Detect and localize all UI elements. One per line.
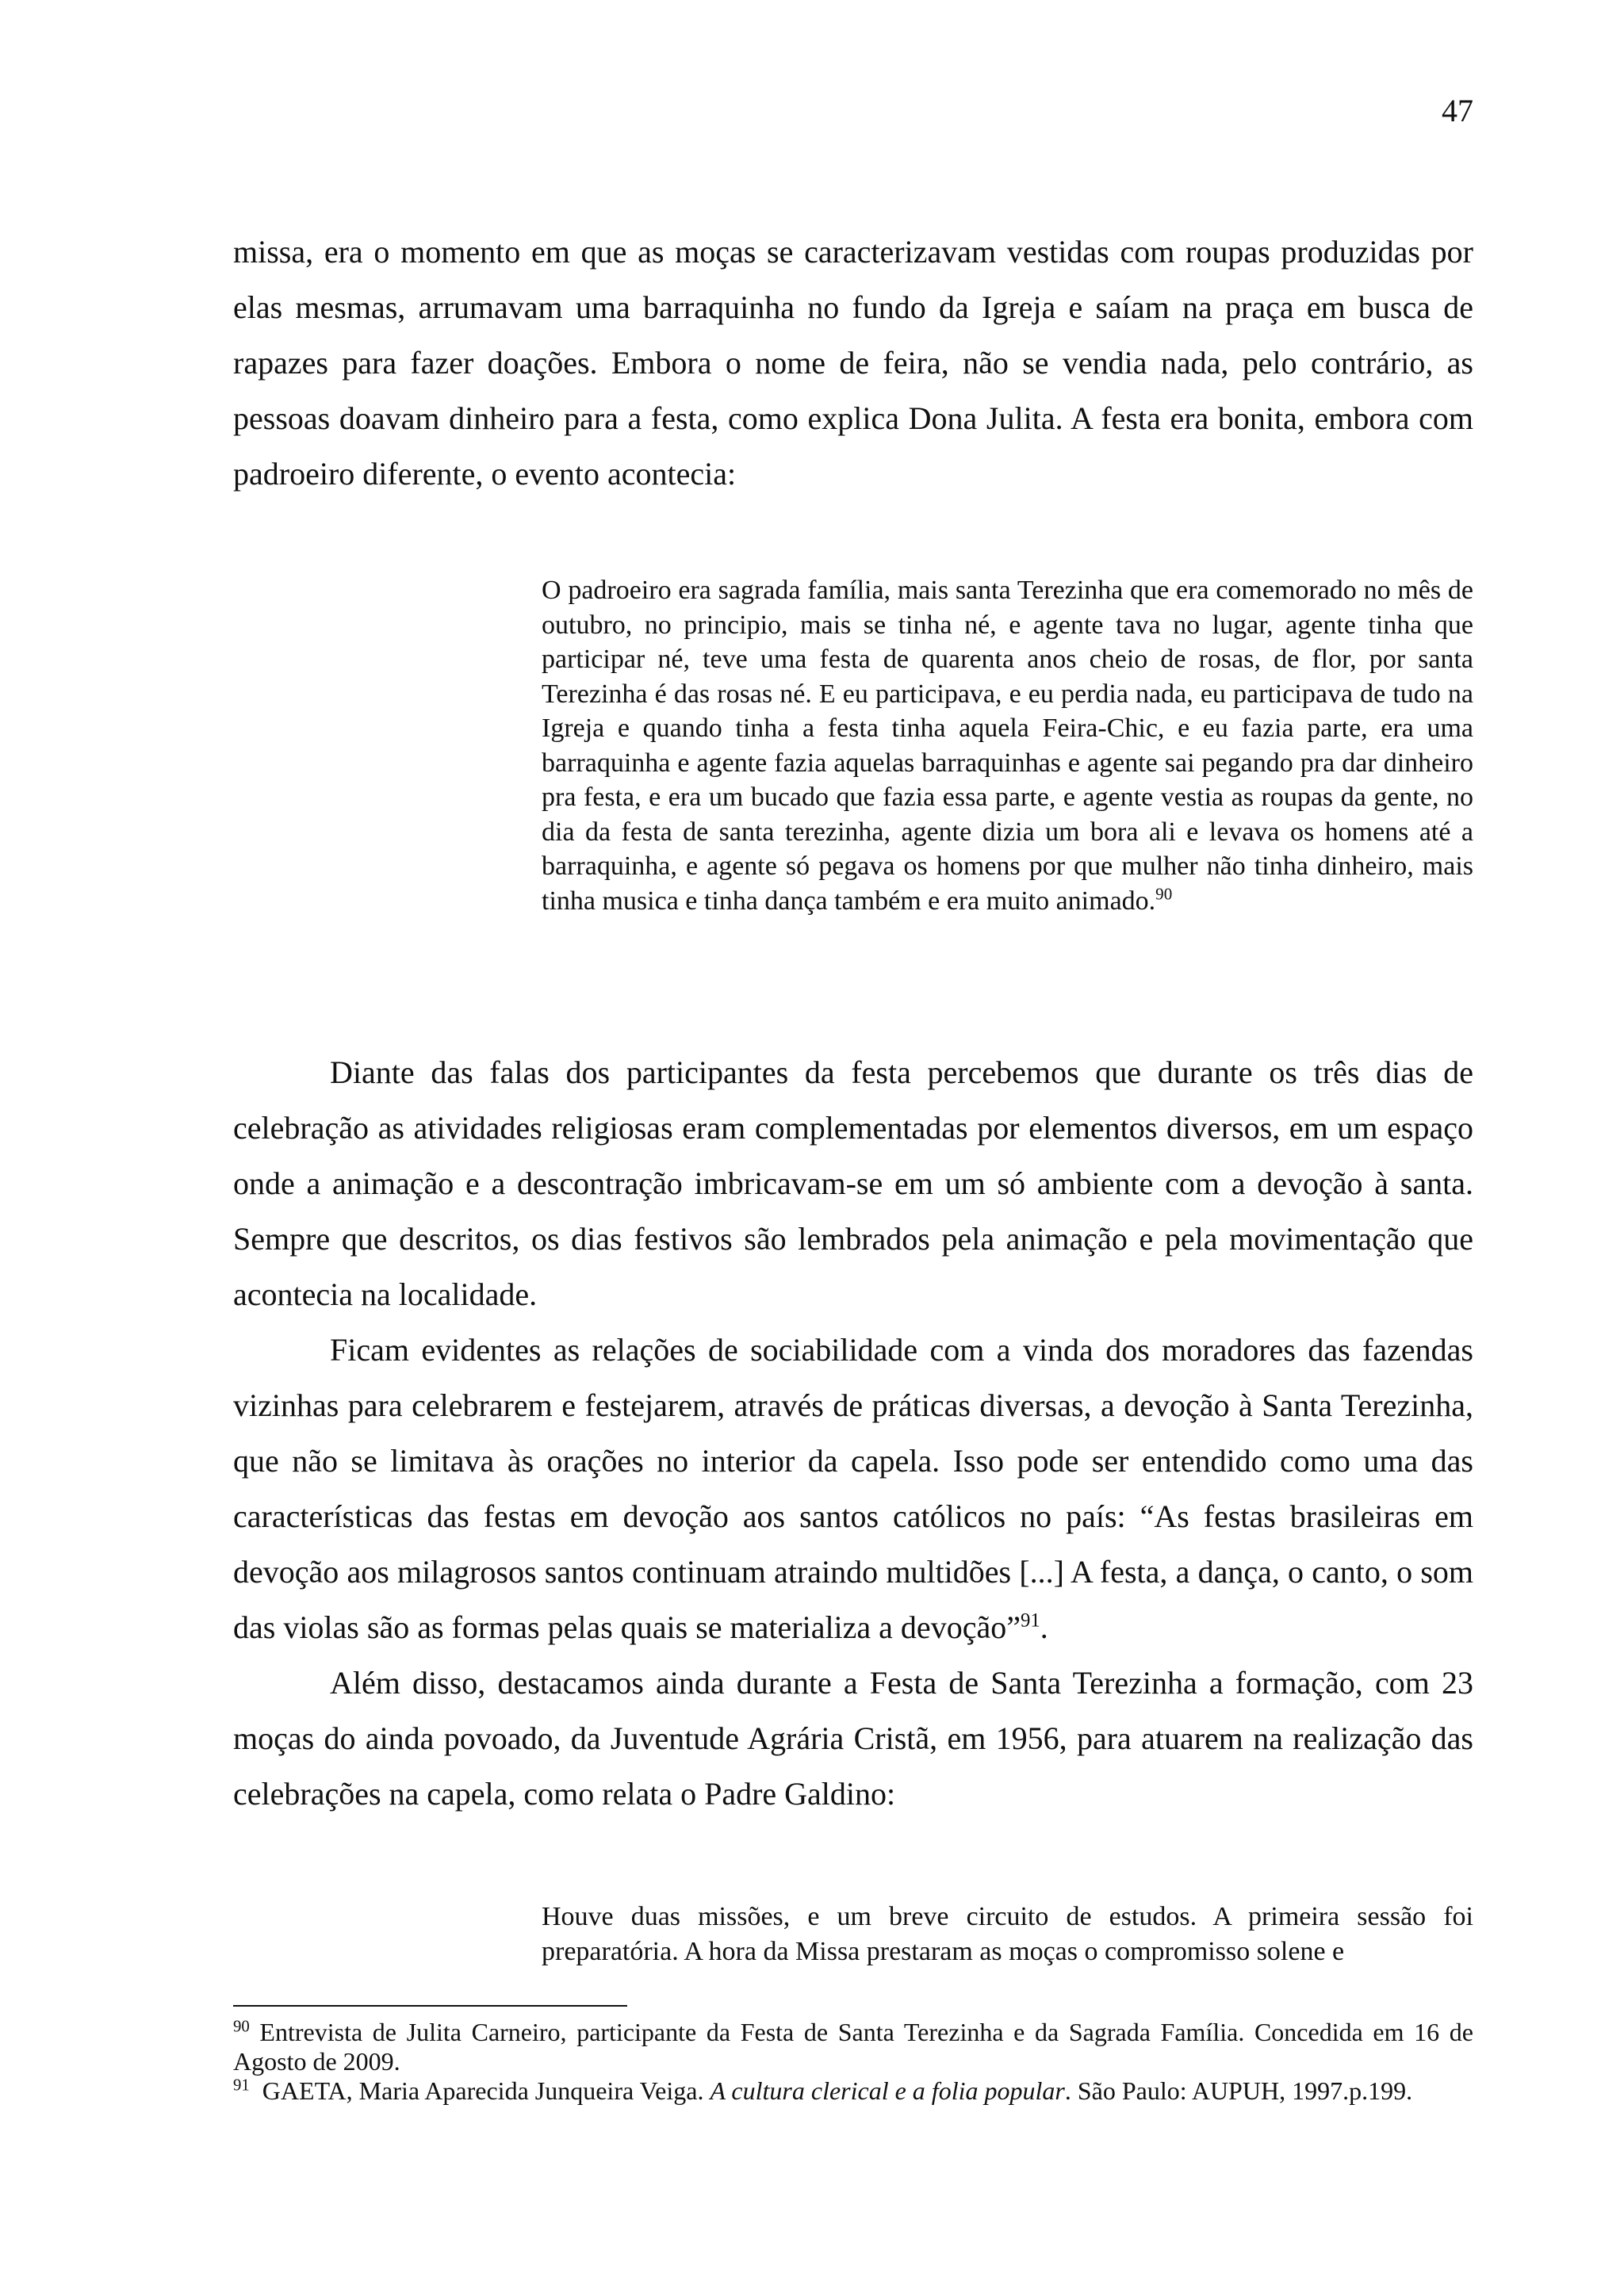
footnote-ref-91: 91 <box>1020 1609 1040 1632</box>
footnote-number: 90 <box>233 2017 250 2036</box>
body-paragraphs <box>233 1045 1473 1822</box>
paragraph-3 <box>233 1322 1473 1655</box>
paragraph-3-end: . <box>1040 1609 1048 1645</box>
footnote-90 <box>233 2018 1473 2076</box>
footnote-text-end: . São Paulo: AUPUH, 1997.p.199. <box>1064 2076 1413 2105</box>
footnote-number: 91 <box>233 2076 250 2095</box>
block-quote-1 <box>542 573 1473 918</box>
footnote-text: GAETA, Maria Aparecida Junqueira Veiga. <box>249 2076 710 2105</box>
footnote-ref-90: 90 <box>1155 884 1173 904</box>
footnote-book-title: A cultura clerical e a folia popular <box>710 2076 1065 2105</box>
page-number: 47 <box>1442 93 1473 128</box>
body-paragraph-1 <box>233 224 1473 502</box>
block-quote-2: Houve duas missões, e um breve circuito de estudos. A primeira sessão foi preparatória. A hora da Missa prestaram as moças o compromisso solene e <box>542 1902 1473 1966</box>
footnote-divider <box>233 2005 627 2007</box>
paragraph-3-text: Ficam evidentes as relações de sociabilidade com a vinda dos moradores das fazendas vizinhas para celebrarem e festejarem, através de práticas diversas, a devoção à Santa Terezinha, que não se limitava às orações no interior da capela. Isso pode ser entendido como uma das características das festas em devoção aos santos católicos no país: “As festas brasileiras em devoção aos milagrosos santos continuam atraindo multidões [...] A festa, a dança, o canto, o som das violas são as formas pelas quais se materializa a devoção” <box>233 1332 1473 1645</box>
paragraph-text: missa, era o momento em que as moças se caracterizavam vestidas com roupas produzidas por elas mesmas, arrumavam uma barraquinha no fundo da Igreja e saíam na praça em busca de rapazes para fazer doações. Embora o nome de feira, não se vendia nada, pelo contrário, as pessoas doavam dinheiro para a festa, como explica Dona Julita. A festa era bonita, embora com padroeiro diferente, o evento acontecia: <box>233 234 1473 492</box>
quote-text: O padroeiro era sagrada família, mais santa Terezinha que era comemorado no mês de outubro, no principio, mais se tinha né, e agente tava no lugar, agente tinha que participar né, teve uma festa de quarenta anos cheio de rosas, de flor, por santa Terezinha é das rosas né. E eu participava, e eu perdia nada, eu participava de tudo na Igreja e quando tinha a festa tinha aquela Feira-Chic, e eu fazia parte, era uma barraquinha e agente fazia aquelas barraquinhas e agente sai pegando pra dar dinheiro pra festa, e era um bucado que fazia essa parte, e agente vestia as roupas da gente, no dia da festa de santa terezinha, agente dizia um bora ali e levava os homens até a barraquinha, e agente só pegava os homens por que mulher não tinha dinheiro, mais tinha musica e tinha dança também e era muito animado. <box>542 576 1473 916</box>
footnote-91 <box>233 2076 1473 2106</box>
paragraph-4: Além disso, destacamos ainda durante a Festa de Santa Terezinha a formação, com 23 moças do ainda povoado, da Juventude Agrária Cristã, em 1956, para atuarem na realização das celebrações na capela, como relata o Padre Galdino: <box>233 1665 1473 1812</box>
footnote-text: Entrevista de Julita Carneiro, participante da Festa de Santa Terezinha e da Sagrada Família. Concedida em 16 de Agosto de 2009. <box>233 2018 1473 2076</box>
footnotes <box>233 2018 1473 2106</box>
paragraph-2: Diante das falas dos participantes da festa percebemos que durante os três dias de celebração as atividades religiosas eram complementadas por elementos diversos, em um espaço onde a animação e a descontração imbricavam-se em um só ambiente com a devoção à santa. Sempre que descritos, os dias festivos são lembrados pela animação e pela movimentação que acontecia na localidade. <box>233 1054 1473 1312</box>
